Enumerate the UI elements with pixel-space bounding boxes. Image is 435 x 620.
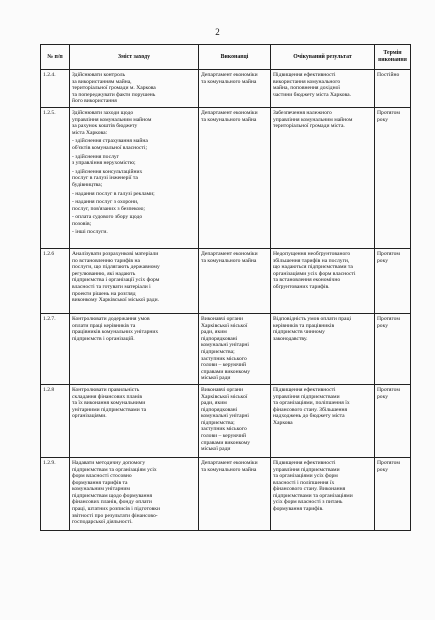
row-term: Протягом року: [375, 313, 411, 384]
measures-table: [40, 44, 411, 531]
header-expected-result: Очікуваний результат: [271, 45, 375, 70]
page-number: 2: [215, 27, 220, 37]
table-row: [41, 384, 411, 457]
row-number: 1.2.5.: [41, 107, 70, 248]
sub-item: - здійснення страхування майна об'єктів комунальної власності;: [72, 138, 148, 151]
row-result: Недопущення необґрунтованого збільшення тарифів на послуги, що надаються підприємствами та організаціями усіх форм власності та встановлення економічно обґрунтованих тарифів.: [271, 248, 375, 313]
row-content: Контролювати правильність складання фінансових планів та їх виконання комунальними унітарними підприємствами та організаціями.: [70, 384, 199, 457]
row-content: Здійснювати контроль за використанням майна, територіальної громади м. Харкова та попереджувати факти порушень його використання: [70, 70, 199, 108]
row-term: Постійно: [375, 70, 411, 108]
row-term: Протягом року: [375, 384, 411, 457]
sub-item-list: [72, 138, 196, 236]
row-executor: Виконавчі органи Харківської міської ради, яким підпорядковані комунальні унітарні підприємства; заступник міського голови – керуючий справами виконкому міської ради: [199, 313, 271, 384]
row-number: 1.2.9.: [41, 457, 70, 530]
sub-item: - інші послуги.: [72, 229, 108, 236]
row-content: Аналізувати розрахункові матеріали по встановленню тарифів на послуги, що підлягають державному регулюванню, які надають підприємства і організації усіх форм власності та готувати матеріали і проекти рішень на розгляд виконкому Харківської міської ради.: [70, 248, 199, 313]
table-row: [41, 457, 411, 530]
table-row: [41, 248, 411, 313]
row-result: Забезпечення належного управління комунальним майном територіальної громади міста.: [271, 107, 375, 248]
row-result: Відповідність умов оплати праці керівників та працівників підприємств чинному законодавству.: [271, 313, 375, 384]
sub-item: - оплата судового збору щодо позовів;: [72, 214, 143, 227]
row-executor: Виконавчі органи Харківської міської ради, яким підпорядковані комунальні унітарні підприємства; заступник міського голови – керуючий справами виконкому міської ради: [199, 384, 271, 457]
sub-item: - здійснення консультаційних послуг в галузі інженерії та будівництва;: [72, 168, 143, 188]
row-executor: Департамент економіки та комунального майна: [199, 248, 271, 313]
row-result: Підвищення ефективності управління підприємствами та організаціями усіх форм власності і поліпшення їх фінансового стану. Виконання підприємствами та організаціями усіх форм власності з питань формування тарифів.: [271, 457, 375, 530]
row-content: Надавати методичну допомогу підприємствам та організаціям усіх форм власності стосовно формування тарифів та комунальним унітарним підприємствам щодо формування фінансових планів, фонду оплати праці, штатних розписів і підготовки звітності про результати фінансово- господарської діяльності.: [70, 457, 199, 530]
table-header-row: [41, 45, 411, 70]
row-term: Протягом року: [375, 107, 411, 248]
row-content: Контролювати додержання умов оплати праці керівників та працівників комунальних унітарних підприємств і організацій.: [70, 313, 199, 384]
sub-item: - надання послуг в галузі реклами;: [72, 190, 155, 197]
row-number: 1.2.8: [41, 384, 70, 457]
row-number: 1.2.4.: [41, 70, 70, 108]
header-number: № п/п: [41, 45, 70, 70]
row-executor: Департамент економіки та комунального майна: [199, 457, 271, 530]
row-content-intro: Здійснювати заходи щодо управління комунальним майном за рахунок коштів бюджету міста Харкова:: [72, 109, 152, 136]
row-number: 1.2.6: [41, 248, 70, 313]
sub-item: - здійснення послуг з управління нерухомістю;: [72, 153, 136, 167]
sub-item: - надання послуг з охорони, послуг, пов'язаних з безпекою;: [72, 199, 145, 212]
header-term: Термін виконання: [375, 45, 411, 70]
row-term: Протягом року: [375, 457, 411, 530]
table-row: [41, 107, 411, 248]
header-content: Зміст заходу: [70, 45, 199, 70]
row-result: Підвищення ефективності використання комунального майна, поповнення дохідної частини бюджету міста Харкова.: [271, 70, 375, 108]
row-number: 1.2.7.: [41, 313, 70, 384]
row-executor: Департамент економіки та комунального майна: [199, 107, 271, 248]
row-result: Підвищення ефективності управління підприємствами та організаціями, поліпшення їх фінансового стану. Збільшення надходжень до бюджету міста Харкова: [271, 384, 375, 457]
row-content: [70, 107, 199, 248]
row-term: Протягом року: [375, 248, 411, 313]
row-executor: Департамент економіки та комунального майна: [199, 70, 271, 108]
header-executors: Виконавці: [199, 45, 271, 70]
table-row: [41, 313, 411, 384]
table-row: [41, 70, 411, 108]
